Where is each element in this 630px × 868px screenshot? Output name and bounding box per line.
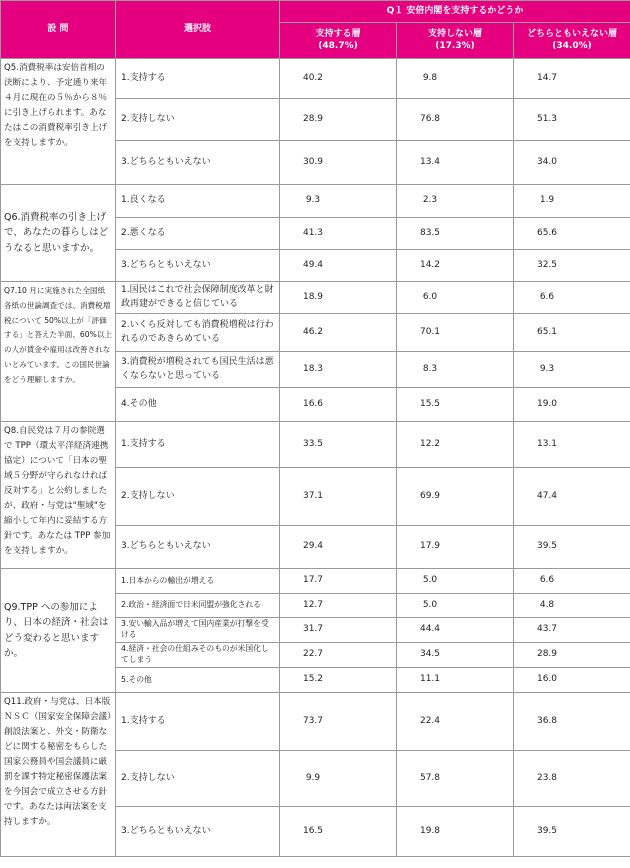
value-cell: 33.5 (280, 422, 397, 468)
value-cell: 28.9 (280, 99, 397, 141)
question-q5: Q5.消費税率は安倍首相の決断により、予定通り来年４月に現在の５％から８％に引き上げられます。あなたはこの消費税率引き上げを支持しますか。 (1, 59, 116, 185)
value-cell: 44.4 (397, 618, 514, 643)
value-cell: 14.7 (514, 59, 630, 99)
value-cell: 6.6 (514, 282, 630, 314)
value-cell: 69.9 (397, 468, 514, 526)
option-cell: 1.国民はこれで社会保障制度改革と財政再建ができると信じている (116, 282, 280, 314)
value-cell: 34.0 (514, 141, 630, 185)
value-cell: 39.5 (514, 807, 630, 857)
header-group-title: Q１ 安倍内閣を支持するかどうか (280, 1, 630, 23)
question-q9: Q9.TPP への参加により、日本の経済・社会はどう変わると思いますか。 (1, 569, 116, 693)
value-cell: 17.9 (397, 526, 514, 569)
value-cell: 12.7 (280, 594, 397, 618)
option-cell: 2.支持しない (116, 468, 280, 526)
option-cell: 4.経済・社会の仕組みそのものが米国化してしまう (116, 643, 280, 668)
value-cell: 83.5 (397, 218, 514, 250)
question-q8: Q8.自民党は７月の参院選で TPP（環太平洋経済連携協定）について「日本の聖域５分野が守られなければ反対する」と公約しましたが、政府・与党は"聖域"を縮小して年内に妥結する方針です。あなたは TPP 参加を支持しますか。 (1, 422, 116, 569)
value-cell: 49.4 (280, 250, 397, 282)
value-cell: 15.5 (397, 388, 514, 422)
value-cell: 18.3 (280, 352, 397, 388)
option-cell: 1.日本からの輸出が増える (116, 569, 280, 594)
value-cell: 76.8 (397, 99, 514, 141)
header-option: 選択肢 (116, 1, 280, 59)
header-support: 支持する層 (48.7%) (280, 23, 397, 59)
value-cell: 6.6 (514, 569, 630, 594)
value-cell: 43.7 (514, 618, 630, 643)
option-cell: 3.どちらともいえない (116, 250, 280, 282)
value-cell: 39.5 (514, 526, 630, 569)
value-cell: 5.0 (397, 569, 514, 594)
value-cell: 22.4 (397, 693, 514, 751)
value-cell: 31.7 (280, 618, 397, 643)
header-question: 設 問 (1, 1, 116, 59)
value-cell: 16.0 (514, 668, 630, 693)
value-cell: 36.8 (514, 693, 630, 751)
option-cell: 5.その他 (116, 668, 280, 693)
option-cell: 2.いくら反対しても消費税増税は行われるのであきらめている (116, 314, 280, 352)
value-cell: 37.1 (280, 468, 397, 526)
value-cell: 13.4 (397, 141, 514, 185)
option-cell: 2.支持しない (116, 751, 280, 807)
value-cell: 1.9 (514, 185, 630, 218)
value-cell: 17.7 (280, 569, 397, 594)
option-cell: 2.悪くなる (116, 218, 280, 250)
header-not-support: 支持しない層 (17.3%) (397, 23, 514, 59)
value-cell: 14.2 (397, 250, 514, 282)
value-cell: 12.2 (397, 422, 514, 468)
option-cell: 1.支持する (116, 422, 280, 468)
option-cell: 1.支持する (116, 59, 280, 99)
value-cell: 22.7 (280, 643, 397, 668)
value-cell: 65.1 (514, 314, 630, 352)
table-row (1, 59, 630, 99)
option-cell: 2.支持しない (116, 99, 280, 141)
option-cell: 3.どちらともいえない (116, 141, 280, 185)
value-cell: 23.8 (514, 751, 630, 807)
option-cell: 1.支持する (116, 693, 280, 751)
value-cell: 15.2 (280, 668, 397, 693)
value-cell: 9.3 (514, 352, 630, 388)
value-cell: 13.1 (514, 422, 630, 468)
value-cell: 73.7 (280, 693, 397, 751)
question-q7: Q7.10 月に実施された全国紙各紙の世論調査では、消費税増税について 50%以上が「評価する」と答えた半面、60%以上の人が賃金や雇用は改善されないとみています。この国民世論をどう理解しますか。 (1, 282, 116, 422)
value-cell: 47.4 (514, 468, 630, 526)
value-cell: 5.0 (397, 594, 514, 618)
value-cell: 41.3 (280, 218, 397, 250)
table-row (1, 185, 630, 218)
option-cell: 4.その他 (116, 388, 280, 422)
option-cell: 1.良くなる (116, 185, 280, 218)
value-cell: 29.4 (280, 526, 397, 569)
value-cell: 11.1 (397, 668, 514, 693)
value-cell: 30.9 (280, 141, 397, 185)
value-cell: 6.0 (397, 282, 514, 314)
table-row (1, 569, 630, 594)
table-row (1, 422, 630, 468)
table-row (1, 693, 630, 751)
value-cell: 9.9 (280, 751, 397, 807)
value-cell: 40.2 (280, 59, 397, 99)
value-cell: 8.3 (397, 352, 514, 388)
value-cell: 28.9 (514, 643, 630, 668)
value-cell: 46.2 (280, 314, 397, 352)
value-cell: 65.6 (514, 218, 630, 250)
value-cell: 57.8 (397, 751, 514, 807)
option-cell: 2.政治・経済面で日米同盟が強化される (116, 594, 280, 618)
value-cell: 9.8 (397, 59, 514, 99)
option-cell: 3.消費税が増税されても国民生活は悪くならないと思っている (116, 352, 280, 388)
value-cell: 34.5 (397, 643, 514, 668)
value-cell: 2.3 (397, 185, 514, 218)
question-q11: Q11.政府・与党は、日本版ＮＳＣ（国家安全保障会議）創設法案と、外交・防衛などに関する秘密をもらした国家公務員や国会議員に厳罰を課す特定秘密保護法案を今国会で成立させる方針です。あなたは両法案を支持しますか。 (1, 693, 116, 857)
value-cell: 16.6 (280, 388, 397, 422)
question-q6: Q6.消費税率の引き上げで、あなたの暮らしはどうなると思いますか。 (1, 185, 116, 282)
value-cell: 19.8 (397, 807, 514, 857)
value-cell: 18.9 (280, 282, 397, 314)
option-cell: 3.どちらともいえない (116, 807, 280, 857)
value-cell: 51.3 (514, 99, 630, 141)
value-cell: 70.1 (397, 314, 514, 352)
value-cell: 32.5 (514, 250, 630, 282)
value-cell: 16.5 (280, 807, 397, 857)
value-cell: 9.3 (280, 185, 397, 218)
value-cell: 4.8 (514, 594, 630, 618)
value-cell: 19.0 (514, 388, 630, 422)
option-cell: 3.どちらともいえない (116, 526, 280, 569)
table-row (1, 282, 630, 314)
option-cell: 3.安い輸入品が増えて国内産業が打撃を受ける (116, 618, 280, 643)
header-neither: どちらともいえない層 (34.0%) (514, 23, 630, 59)
